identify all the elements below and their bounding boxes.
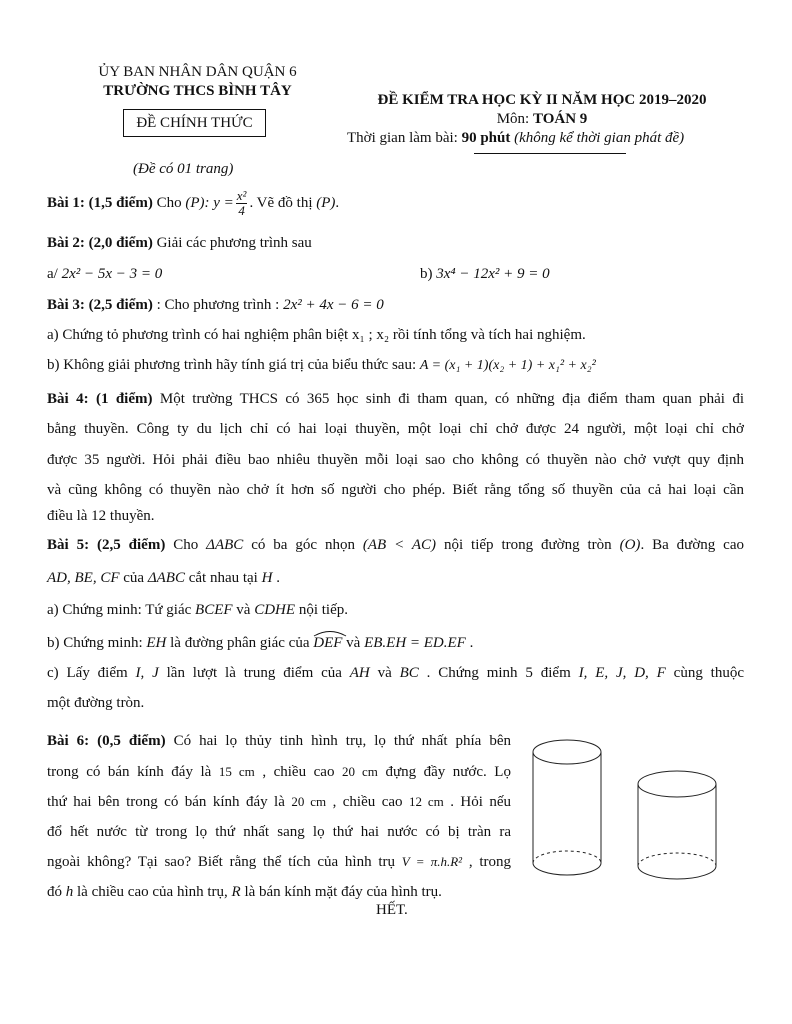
bai6-h1: 20 cm xyxy=(341,763,378,779)
time-line xyxy=(347,130,684,147)
bai5-a2: và xyxy=(232,602,255,618)
bai5-c4: . Chứng minh 5 điểm xyxy=(418,665,579,681)
bai5-bc: BC xyxy=(399,665,419,681)
bai5-c5: cùng thuộc xyxy=(665,665,744,681)
bai5-h: H xyxy=(261,570,273,586)
bai6-l2a: trong có bán kính đáy là xyxy=(47,763,219,780)
bai6-block xyxy=(47,727,511,907)
bai2-b-eq: 3x⁴ − 12x² + 9 = 0 xyxy=(436,266,550,282)
bai3-b-text: b) Không giải phương trình hãy tính giá trị của biểu thức sau: xyxy=(47,357,420,373)
bai3-text: : Cho phương trình : xyxy=(152,297,284,313)
bai1-p-name: (P) xyxy=(316,195,336,211)
bai6-formula: V = π.h.R² xyxy=(401,854,463,869)
angle-label: DEF xyxy=(313,635,343,651)
fraction-denominator: 4 xyxy=(238,203,245,219)
bai6-line-2 xyxy=(47,757,511,788)
cylinder-2 xyxy=(638,771,716,879)
bai2-b xyxy=(420,266,550,283)
bai4-line-3: được 35 người. Hỏi phải điều bao nhiêu thuyền mỗi loại sao cho không có thuyền nào chở vượt quy định xyxy=(47,452,744,468)
bai6-line-1 xyxy=(47,727,511,757)
header-underline xyxy=(474,153,626,154)
bai5-bcef: BCEF xyxy=(195,602,233,618)
bai5-circle: (O) xyxy=(619,537,641,553)
bai6-h-var: h xyxy=(65,883,74,900)
bai6-title: Bài 6: (0,5 điểm) xyxy=(47,733,166,749)
bai6-h2: 12 cm xyxy=(408,794,444,809)
exam-title: ĐỀ KIỂM TRA HỌC KỲ II NĂM HỌC 2019–2020 xyxy=(377,92,707,108)
bai6-r1: 15 cm xyxy=(218,763,255,779)
bai5-altitudes: AD, BE, CF xyxy=(47,570,120,586)
bai4-title: Bài 4: (1 điểm) xyxy=(47,391,153,407)
angle-hat xyxy=(313,629,347,637)
time-value: 90 phút xyxy=(461,130,511,146)
end-mark: HẾT. xyxy=(376,902,408,918)
bai4-line-1 xyxy=(47,391,744,408)
bai5-b1: b) Chứng minh: xyxy=(47,635,147,651)
bai6-line-5 xyxy=(47,847,511,878)
bai6-l6a: đó xyxy=(47,883,66,900)
bai6-l6b: là chiều cao của hình trụ, xyxy=(73,883,232,900)
bai5-c1: c) Lấy điểm xyxy=(47,665,136,681)
school-name: TRƯỜNG THCS BÌNH TÂY xyxy=(103,83,292,99)
bai2-a-eq: 2x² − 5x − 3 = 0 xyxy=(61,266,163,282)
bai6-line-3 xyxy=(47,787,511,818)
bai5-c2: lần lượt là trung điểm của xyxy=(158,665,350,681)
official-box xyxy=(123,109,266,137)
bai1-text-b: . Vẽ đồ thị xyxy=(249,195,317,211)
bai5-triangle: ΔABC xyxy=(206,537,244,553)
bai2-line xyxy=(47,235,312,252)
bai5-l1d: . Ba đường cao xyxy=(640,537,744,553)
bai2-title: Bài 2: (2,0 điểm) xyxy=(47,235,153,251)
bai5-b xyxy=(47,635,473,652)
bai1-fraction xyxy=(236,189,248,218)
bai5-l2b: cắt nhau tại xyxy=(184,570,262,586)
bai5-c3: và xyxy=(369,665,400,681)
bai5-line-2 xyxy=(47,570,280,587)
bai6-line-4: đổ hết nước từ trong lọ thứ nhất sang lọ thứ hai nước có bị tràn ra xyxy=(47,823,511,840)
bai6-l2c: đựng đầy nước. Lọ xyxy=(377,763,511,780)
bai1-parabola: (P): y = xyxy=(185,195,234,211)
bai5-l1c: nội tiếp trong đường tròn xyxy=(436,537,620,553)
bai6-l2b: , chiều cao xyxy=(254,763,342,780)
bai5-a1: a) Chứng minh: Tứ giác xyxy=(47,602,196,618)
bai6-l5b: , trong xyxy=(462,854,511,870)
bai5-ah: AH xyxy=(349,665,370,681)
bai6-l1: Có hai lọ thủy tinh hình trụ, lọ thứ nhất phía bên xyxy=(165,733,511,749)
bai6-l6c: là bán kính mặt đáy của hình trụ. xyxy=(240,883,442,900)
bai3-line xyxy=(47,297,384,314)
official-label: ĐỀ CHÍNH THỨC xyxy=(136,115,253,131)
bai6-l3a: thứ hai bên trong có bán kính đáy là xyxy=(47,794,292,810)
bai2-b-label: b) xyxy=(420,266,437,282)
bai3-b xyxy=(47,357,596,374)
bai6-r-var: R xyxy=(231,883,241,900)
bai6-line-6 xyxy=(47,878,511,908)
bai5-l2a: của xyxy=(119,570,148,586)
bai1-title: Bài 1: (1,5 điểm) xyxy=(47,195,153,211)
bai2-a xyxy=(47,266,162,283)
time-note: (không kể thời gian phát đề) xyxy=(510,130,685,146)
bai5-l2c: . xyxy=(272,570,280,586)
pages-note: (Đề có 01 trang) xyxy=(133,161,234,177)
bai4-line-2: bằng thuyền. Công ty du lịch chỉ có hai loại thuyền, một loại chỉ chở được 24 người, một loại chỉ chở xyxy=(47,421,744,437)
bai5-title: Bài 5: (2,5 điểm) xyxy=(47,537,166,553)
bai6-l3b: , chiều cao xyxy=(326,794,409,810)
bai5-line-1 xyxy=(47,537,744,554)
bai2-text: Giải các phương trình sau xyxy=(152,235,312,251)
bai1-line xyxy=(47,188,339,218)
bai5-cdhe: CDHE xyxy=(254,602,296,618)
bai5-condition: (AB < AC) xyxy=(362,537,437,553)
bai5-angle-def xyxy=(313,635,342,652)
bai5-c xyxy=(47,665,744,682)
bai5-ij: I, J xyxy=(135,665,159,681)
bai5-b4: . xyxy=(465,635,474,651)
fraction-numerator: x² xyxy=(236,188,247,204)
bai3-b-expr: A = (x₁ + 1)(x₂ + 1) + x₁² + x₂² xyxy=(419,358,596,373)
cylinders-figure xyxy=(530,735,750,895)
bai4-line-5: điều là 12 thuyền. xyxy=(47,508,155,524)
bai4-line-4: và cũng không có thuyền nào chở ít hơn số người cho phép. Biết rằng tổng số thuyền của cả hai loại cần xyxy=(47,482,744,498)
bai5-c-cont: một đường tròn. xyxy=(47,695,145,711)
bai6-l5a: ngoài không? Tại sao? Biết rằng thể tích của hình trụ xyxy=(47,854,402,870)
bai5-a xyxy=(47,602,348,619)
bai2-a-label: a/ xyxy=(47,266,62,282)
bai5-l1b: có ba góc nhọn xyxy=(243,537,363,553)
bai5-eh: EH xyxy=(146,635,167,651)
bai5-b3: và xyxy=(342,635,365,651)
bai3-a: a) Chứng tỏ phương trình có hai nghiệm phân biệt x₁ ; x₂ rồi tính tổng và tích hai nghiệm. xyxy=(47,327,586,343)
bai5-product: EB.EH = ED.EF xyxy=(364,635,466,651)
bai5-points: I, E, J, D, F xyxy=(578,665,666,681)
bai5-b2: là đường phân giác của xyxy=(166,635,314,651)
bai1-end: . xyxy=(335,195,340,211)
committee-name: ỦY BAN NHÂN DÂN QUẬN 6 xyxy=(98,64,297,80)
bai1-text-a: Cho xyxy=(152,195,186,211)
bai5-triangle-2: ΔABC xyxy=(147,570,185,586)
subject-label: Môn: xyxy=(496,111,533,127)
time-label: Thời gian làm bài: xyxy=(347,130,462,146)
subject-line xyxy=(353,111,731,128)
bai4-l1: Một trường THCS có 365 học sinh đi tham quan, có những địa điểm tham quan phải đi xyxy=(152,391,744,407)
bai3-title: Bài 3: (2,5 điểm) xyxy=(47,297,153,313)
cylinder-1 xyxy=(533,740,601,875)
bai6-l3c: . Hỏi nếu xyxy=(443,794,511,810)
subject: TOÁN 9 xyxy=(532,111,588,127)
bai5-a3: nội tiếp. xyxy=(295,602,348,618)
bai6-r2: 20 cm xyxy=(291,794,327,809)
bai3-eq: 2x² + 4x − 6 = 0 xyxy=(283,297,384,313)
bai5-l1a: Cho xyxy=(165,537,207,553)
